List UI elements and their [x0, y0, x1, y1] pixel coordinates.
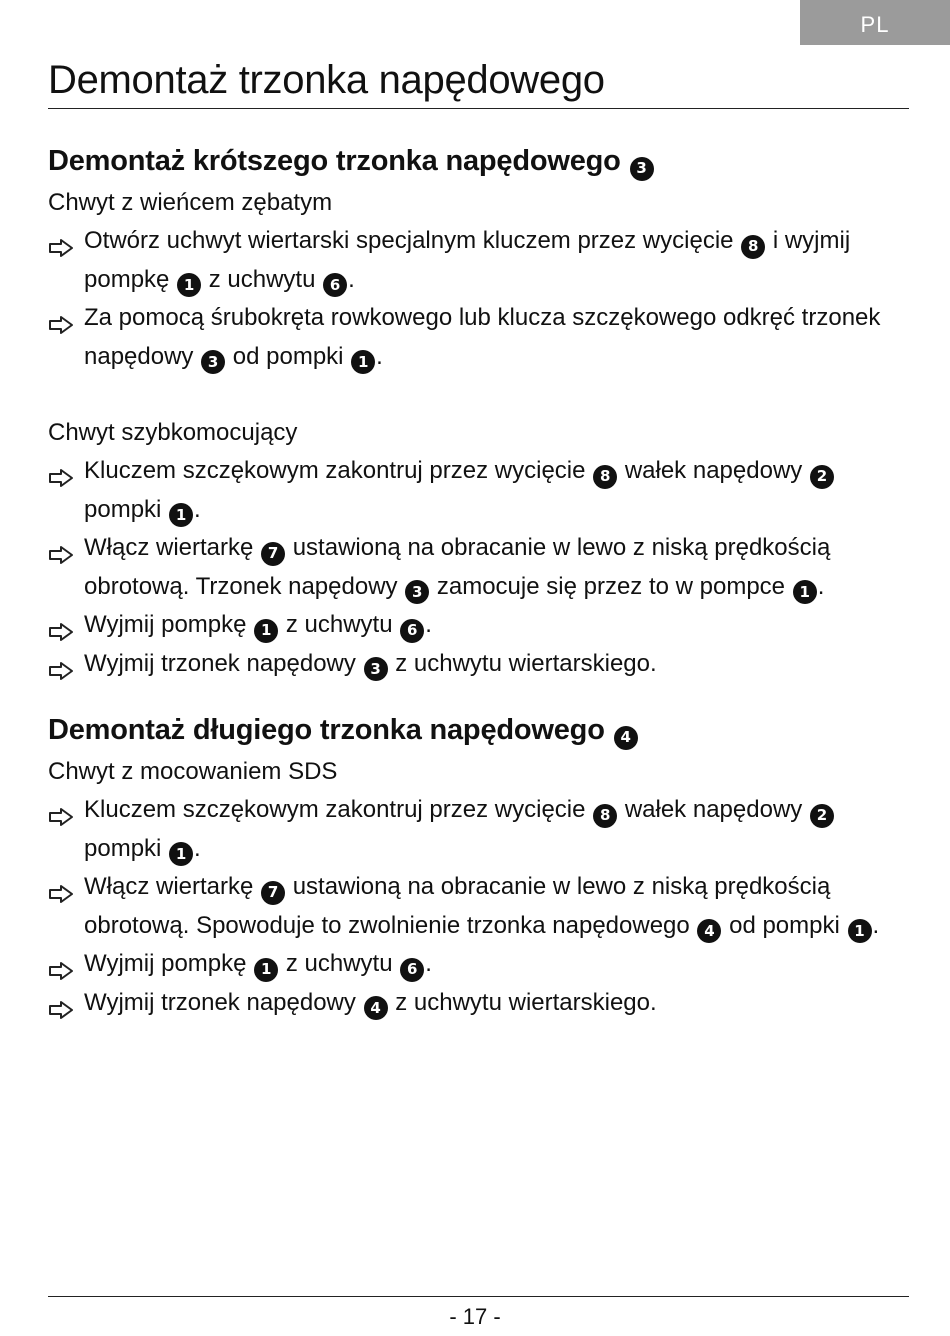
section-heading-text: Demontaż długiego trzonka napędowego	[48, 714, 605, 746]
step-text: z uchwytu wiertarskiego.	[388, 988, 657, 1016]
step-item	[48, 984, 909, 1023]
step-text: ustawioną na obracanie w lewo z niską prędkością obrotową. Trzonek napędowy	[84, 534, 831, 600]
numbered-circle-icon: 7	[261, 542, 285, 566]
step-text: .	[194, 834, 201, 862]
step-text: .	[425, 950, 432, 977]
step-text: z uchwytu	[202, 265, 323, 293]
block-spacer	[48, 376, 909, 414]
subheading: Chwyt z mocowaniem SDS	[48, 758, 338, 785]
section-heading	[48, 138, 909, 184]
step-text: z uchwytu	[279, 611, 400, 638]
step-item	[48, 452, 909, 529]
step-item	[48, 645, 909, 684]
step-list	[48, 222, 909, 376]
hollow-arrow-right-icon	[48, 309, 74, 329]
numbered-circle-icon: 2	[810, 804, 834, 828]
step-item	[48, 868, 909, 945]
numbered-circle-icon: 1	[351, 350, 375, 374]
step-text: zamocuje się przez to w pompce	[430, 572, 792, 600]
numbered-circle-icon: 4	[697, 919, 721, 943]
numbered-circle-icon: 7	[261, 881, 285, 905]
numbered-circle-icon: 4	[614, 726, 638, 750]
step-item	[48, 945, 909, 984]
hollow-arrow-right-icon	[48, 616, 74, 636]
step-text: z uchwytu wiertarskiego.	[388, 649, 657, 677]
numbered-circle-icon: 3	[201, 350, 225, 374]
step-text: .	[425, 611, 432, 638]
numbered-circle-icon: 6	[323, 273, 347, 297]
step-text: .	[817, 572, 825, 600]
step-text: Kluczem szczękowym zakontruj przez wycięcie	[84, 796, 593, 823]
step-item	[48, 606, 909, 645]
step-text: Wyjmij pompkę	[84, 950, 254, 977]
numbered-circle-icon: 8	[741, 235, 765, 259]
section-short-drive-shaft	[48, 138, 909, 683]
numbered-circle-icon: 3	[405, 580, 429, 604]
step-text: pompki	[84, 834, 169, 862]
numbered-circle-icon: 4	[364, 996, 388, 1020]
numbered-circle-icon: 1	[793, 580, 817, 604]
step-text: od pompki	[226, 342, 351, 370]
section-blocks	[48, 753, 909, 1022]
step-text: wałek napędowy	[618, 457, 809, 484]
step-text: Za pomocą śrubokręta rowkowego lub klucza szczękowego odkręć trzonek napędowy	[84, 304, 881, 370]
numbered-circle-icon: 6	[400, 619, 424, 643]
section-blocks	[48, 184, 909, 683]
step-text: Kluczem szczękowym zakontruj przez wycięcie	[84, 457, 593, 484]
numbered-circle-icon: 1	[254, 619, 278, 643]
hollow-arrow-right-icon	[48, 994, 74, 1014]
numbered-circle-icon: 3	[630, 157, 654, 181]
title-divider	[48, 108, 909, 109]
section-heading-text: Demontaż krótszego trzonka napędowego	[48, 145, 621, 177]
hollow-arrow-right-icon	[48, 878, 74, 898]
hollow-arrow-right-icon	[48, 539, 74, 559]
subheading: Chwyt z wieńcem zębatym	[48, 189, 333, 216]
step-text: .	[376, 342, 383, 370]
hollow-arrow-right-icon	[48, 655, 74, 675]
step-item	[48, 299, 909, 376]
step-text: .	[348, 265, 355, 293]
numbered-circle-icon: 1	[254, 958, 278, 982]
section-heading	[48, 707, 909, 753]
language-tab: PL	[800, 0, 950, 45]
step-text: Wyjmij trzonek napędowy	[84, 988, 363, 1016]
subheading: Chwyt szybkomocujący	[48, 419, 298, 446]
numbered-circle-icon: 1	[177, 273, 201, 297]
numbered-circle-icon: 1	[848, 919, 872, 943]
step-list	[48, 791, 909, 1022]
numbered-circle-icon: 1	[169, 503, 193, 527]
step-text: i wyjmij pompkę	[84, 227, 851, 293]
section-spacer	[48, 683, 909, 707]
footer-divider	[48, 1296, 909, 1297]
hollow-arrow-right-icon	[48, 232, 74, 252]
document-body	[48, 138, 909, 1022]
hollow-arrow-right-icon	[48, 801, 74, 821]
step-text: ustawioną na obracanie w lewo z niską prędkością obrotową. Spowoduje to zwolnienie trzonka napędowego	[84, 873, 831, 939]
numbered-circle-icon: 8	[593, 804, 617, 828]
page-number: - 17 -	[449, 1304, 501, 1329]
numbered-circle-icon: 6	[400, 958, 424, 982]
numbered-circle-icon: 8	[593, 465, 617, 489]
step-item	[48, 222, 909, 299]
page-title: Demontaż trzonka napędowego	[48, 58, 605, 102]
step-text: wałek napędowy	[618, 796, 809, 823]
section-long-drive-shaft	[48, 707, 909, 1022]
numbered-circle-icon: 3	[364, 657, 388, 681]
step-text: od pompki	[722, 911, 847, 939]
step-text: pompki	[84, 495, 169, 523]
numbered-circle-icon: 2	[810, 465, 834, 489]
numbered-circle-icon: 1	[169, 842, 193, 866]
step-list	[48, 452, 909, 683]
step-item	[48, 529, 909, 606]
hollow-arrow-right-icon	[48, 462, 74, 482]
step-text: Włącz wiertarkę	[84, 534, 261, 561]
step-text: .	[872, 911, 880, 939]
step-text: Wyjmij trzonek napędowy	[84, 649, 363, 677]
step-item	[48, 791, 909, 868]
step-text: Otwórz uchwyt wiertarski specjalnym kluczem przez wycięcie	[84, 227, 741, 254]
step-text: Włącz wiertarkę	[84, 873, 261, 900]
hollow-arrow-right-icon	[48, 955, 74, 975]
step-text: Wyjmij pompkę	[84, 611, 254, 638]
step-text: .	[194, 495, 201, 523]
step-text: z uchwytu	[279, 950, 400, 977]
